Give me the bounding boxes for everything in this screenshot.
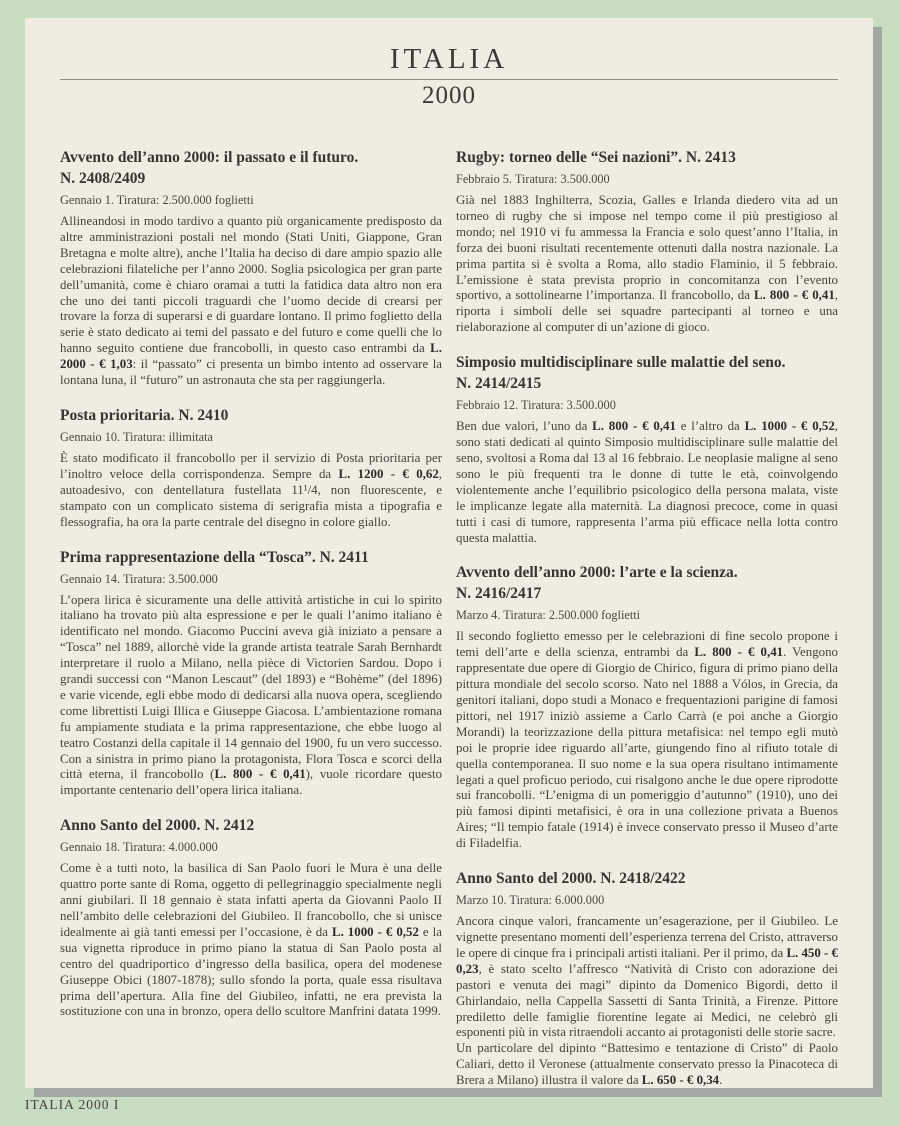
section-body: È stato modificato il francobollo per il servizio di Posta prioritaria per l’inoltro veloce della corrispondenza. Sempre da L. 1200 - € 0,62, autoadesivo, con dentellatura fustellata 11¹/4, non fluorescente, e stampato con un complicato sistema di serigrafia mista a tipografia e flessografia, ha ora la parte centrale del disegno in colore giallo. <box>60 450 442 529</box>
section-body: Già nel 1883 Inghilterra, Scozia, Galles e Irlanda diedero vita ad un torneo di rugby che si impose nel tempo come il più prestigioso al mondo; nel 1910 vi fu ammessa la Francia e solo quest’anno l’Italia, in forza dei buoni risultati recentemente ottenuti dalla nostra nazionale. La prima partita si è svolta a Roma, allo stadio Flaminio, il 5 febbraio. L’emissione è stata prevista proprio in concomitanza con l’evento sportivo, a sottolinearne l’importanza. Il francobollo, da L. 800 - € 0,41, riporta i simboli delle sei squadre partecipanti al torneo e una rielaborazione al computer di un’azione di gioco. <box>456 193 838 335</box>
section-meta: Gennaio 1. Tiratura: 2.500.000 foglietti <box>60 193 254 207</box>
section-meta: Febbraio 5. Tiratura: 3.500.000 <box>456 172 610 186</box>
section-title <box>456 562 838 604</box>
section-body: Ben due valori, l’uno da L. 800 - € 0,41 e l’altro da L. 1000 - € 0,52, sono stati dedicati al quinto Simposio multidisciplinare sulle malattie del seno, svoltosi a Roma dal 13 al 16 febbraio. Le neoplasie maligne al seno sono le più frequenti tra le donne di tutte le età, coinvolgendo violentemente anche l’equilibrio psicologico della persona malata, viste le implicanze legate alla maternità. La diagnosi precoce, come in quasi tutti i casi di tumore, rappresenta l’arma più efficace nella lotta contro questa malattia. <box>456 419 838 545</box>
section-meta: Febbraio 12. Tiratura: 3.500.000 <box>456 398 616 413</box>
section-title <box>60 547 442 568</box>
section-title <box>60 815 442 836</box>
section-rugby-sei-nazioni <box>456 147 838 336</box>
section-body: Il secondo foglietto emesso per le celebrazioni di fine secolo propone i temi dell’arte e della scienza, entrambi da L. 800 - € 0,41. Vengono rappresentate due opere di Giorgio de Chirico, figura di primo piano della pittura mondiale del secolo scorso. Nato nel 1888 a Vólos, in Grecia, da genitori italiani, dopo studi a Monaco e frequentazioni parigine di famosi pittori, nel 1917 iniziò assieme a Carlo Carrà (e poi anche a Giorgio Morandi) la teorizzazione della pittura metafisica: nel tempo egli mutò poi le proprie idee riguardo all’arte, giungendo fino al rifiuto totale di quella contemporanea. Il suo nome e la sua opera risultano intimamente legati a quel proficuo periodo, cui risalgono anche le due opere riprodotte sui francobolli. “L’enigma di un pomeriggio d’autunno” (1910), uno dei più famosi dipinti metafisici, è ora in una collezione privata a Buenos Aires; “Il tempio fatale (1914) è invece conservato presso il Museo d’arte di Filadelfia. <box>456 629 839 851</box>
section-title <box>456 352 838 394</box>
section-title-line2: N. 2408/2409 <box>60 170 146 187</box>
section-body: L’opera lirica è sicuramente una delle attività artistiche in cui lo spirito italiano ha trovato più alta espressione e per le quali l’animo italiano è identificato nel mondo. Giacomo Puccini aveva già iniziato a pensare a “Tosca” nel 1889, allorchè vide la grande artista teatrale Sarah Bernhardt interpretare il ruolo a Milano, nella pièce di Victorien Sardou. Dopo i grandi successi con “Manon Lescaut” (del 1893) e “Bohème” (del 1896) e varie vicende, egli ebbe modo di dedicarsi alla nuova opera, scegliendo come librettisti Luigi Illica e Giuseppe Giacosa. L’ambientazione romana fu ampiamente studiata e la prima rappresentazione, che ebbe luogo al teatro Costanzi della capitale il 14 gennaio del 1900, fu un vero successo. Con a sinistra in primo piano la protagonista, Flora Tosca e scorci della città eterna, il francobollo (L. 800 - € 0,41), vuole ricordare questo importante centenario dell’opera lirica italiana. <box>60 592 442 798</box>
section-title-line2: N. 2414/2415 <box>456 375 542 393</box>
section-simposio-malattie-seno <box>456 352 838 546</box>
section-title <box>60 405 442 426</box>
section-meta: Gennaio 14. Tiratura: 3.500.000 <box>60 571 218 586</box>
section-title-line1: Simposio multidisciplinare sulle malattie del seno. <box>456 354 786 372</box>
column-right <box>456 147 838 1088</box>
section-title-line2: N. 2416/2417 <box>456 585 542 603</box>
section-title <box>456 868 838 889</box>
section-meta: Gennaio 10. Tiratura: illimitata <box>60 429 214 444</box>
section-avvento-arte-scienza <box>456 562 838 852</box>
section-title-line1: Avvento dell’anno 2000: il passato e il futuro. <box>60 149 359 166</box>
section-title-line1: Avvento dell’anno 2000: l’arte e la scienza. <box>456 564 738 582</box>
section-meta: Marzo 10. Tiratura: 6.000.000 <box>456 893 605 908</box>
page-header <box>60 42 838 111</box>
section-body: Allineandosi in modo tardivo a quanto più organicamente predisposto da altre amministrazioni postali nel mondo (Stati Uniti, Giappone, Gran Bretagna e molte altre), anche l’Italia ha deciso di dare ampio spazio alle celebrazioni filateliche per l’anno 2000. Soglia psicologica per gran parte dell’umanità, come è chiaro oramai a tutti la fatidica data altro non era che uno dei tanti piccoli traguardi che l’uomo decide di crearsi per trovare la forza di superarsi e di guardare lontano. Il primo foglietto della serie è stato dedicato ai temi del passato e del futuro e come quelli che lo hanno seguito contiene due francobolli, in questo caso entrambi da L. 2000 - € 1,03: il “passato” ci presenta un bimbo intento ad osservare la lontana luna, il “futuro” un astronauta che sta per raggiungerla. <box>60 214 442 388</box>
section-anno-santo-2418-2422 <box>456 868 838 1088</box>
two-column-layout <box>60 147 838 1088</box>
section-meta: Marzo 4. Tiratura: 2.500.000 foglietti <box>456 608 641 623</box>
column-left <box>60 147 442 1088</box>
section-title-line1: Anno Santo del 2000. N. 2418/2422 <box>456 870 686 888</box>
section-body: Ancora cinque valori, francamente un’esagerazione, per il Giubileo. Le vignette presentano momenti dell’esperienza terrena del Cristo, attraverso le opere di cinque fra i principali artisti italiani. Per il primo, da L. 450 - € 0,23, è stato scelto l’affresco “Natività di Cristo con adorazione dei pastori e venuta dei magi” dipinto da Domenico Bigordi, detto il Ghirlandaio, nella Cappella Sassetti di Santa Trinità, a Firenze. Pittore prediletto delle famiglie fiorentine legate ai Medici, ne celebrò gli esponenti più in vista ritraendoli accanto ai protagonisti delle storie sacre. Un particolare del dipinto “Battesimo e tentazione di Cristo” di Paolo Caliari, detto il Veronese (attualmente conservato presso la Pinacoteca di Brera a Milano) illustra il valore da L. 650 - € 0,34. <box>456 914 839 1088</box>
section-tosca <box>60 547 442 800</box>
section-title <box>456 147 838 168</box>
section-title-line1: Posta prioritaria. N. 2410 <box>60 406 229 424</box>
page-title: ITALIA <box>389 43 509 75</box>
section-body: Come è a tutti noto, la basilica di San Paolo fuori le Mura è una delle quattro porte sante di Roma, oggetto di pellegrinaggio specialmente negli anni giubilari. Il 18 gennaio è stata infatti aperta da Giovanni Paolo II nell’ambito delle celebrazioni del Giubileo. Il francobollo, che si unisce idealmente ai già tanti emessi per l’occasione, è da L. 1000 - € 0,52 e la sua vignetta riproduce in primo piano la statua di San Paolo posta al centro del quadriportico d’ingresso della basilica, opera del modenese Giuseppe Obici (1807-1878); sullo sfondo la porta, quale essa risultava prima dell’apertura. Alla fine del Giubileo, infatti, ne era prevista la sostituzione con una in bronzo, opera dello scultore Manfrini datata 1999. <box>60 861 442 1019</box>
catalog-page <box>25 18 873 1088</box>
section-meta: Gennaio 18. Tiratura: 4.000.000 <box>60 840 218 855</box>
section-avvento-passato-futuro <box>60 147 442 389</box>
section-title-line1: Rugby: torneo delle “Sei nazioni”. N. 2413 <box>456 149 736 166</box>
section-title-line1: Prima rappresentazione della “Tosca”. N. 2411 <box>60 548 369 566</box>
section-anno-santo-2412 <box>60 815 442 1020</box>
page-year: 2000 <box>422 82 476 109</box>
section-title-line1: Anno Santo del 2000. N. 2412 <box>60 817 255 835</box>
header-rule <box>60 79 838 80</box>
section-title <box>60 147 442 189</box>
footer-caption: ITALIA 2000 I <box>25 1097 120 1112</box>
section-posta-prioritaria <box>60 405 442 531</box>
